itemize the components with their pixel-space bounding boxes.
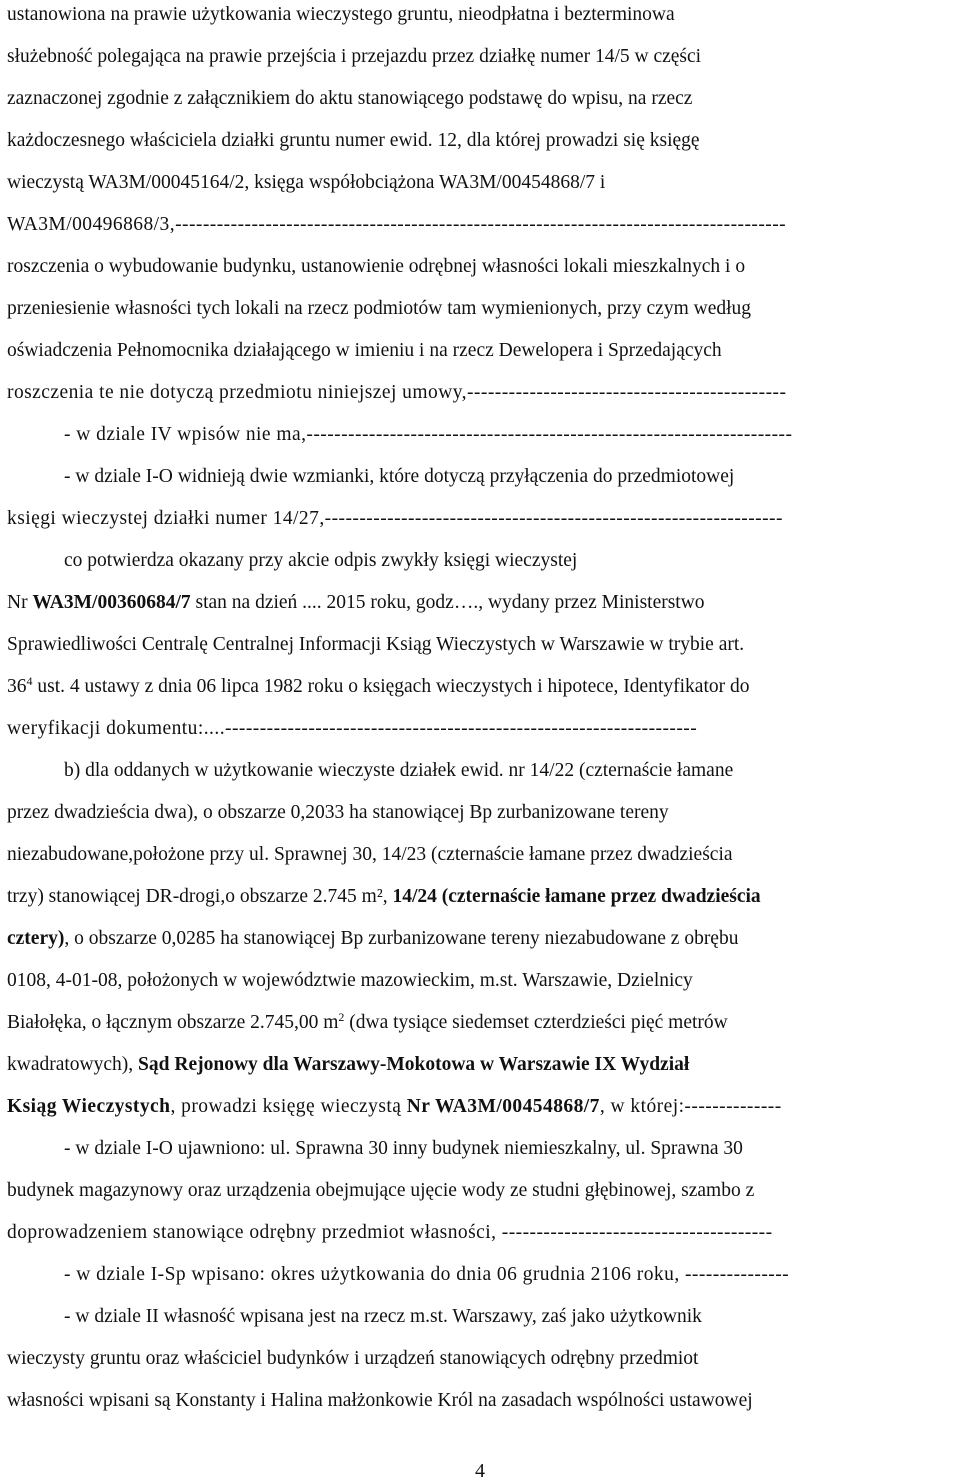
text-line: [7, 924, 955, 954]
text-run: , w której:--------------: [599, 1096, 782, 1117]
text-line: księgi wieczystej działki numer 14/27,------------------------------------------------------------------: [7, 508, 783, 529]
text-run: stan na dzień .... 2015 roku, godz…., wydany przez Ministerstwo: [190, 592, 705, 613]
bold-run: Ksiąg Wieczystych: [7, 1096, 171, 1117]
bold-run: WA3M/00360684/7: [32, 592, 191, 613]
text-run: 36: [7, 676, 27, 697]
text-line: [7, 1008, 955, 1038]
text-line: wieczysty gruntu oraz właściciel budynków i urządzeń stanowiących odrębny przedmiot: [7, 1348, 699, 1369]
bold-run: Sąd Rejonowy dla Warszawy-Mokotowa w Warszawie IX Wydział: [138, 1054, 690, 1075]
superscript: 4: [26, 674, 33, 688]
text-run: (dwa tysiące siedemset czterdzieści pięć metrów: [344, 1012, 728, 1033]
text-line: - w dziale I-O widnieją dwie wzmianki, które dotyczą przyłączenia do przedmiotowej: [64, 466, 735, 487]
text-line: służebność polegająca na prawie przejścia i przejazdu przez działkę numer 14/5 w części: [7, 46, 702, 67]
text-line: [7, 1092, 955, 1122]
text-line: przez dwadzieścia dwa), o obszarze 0,2033 ha stanowiącej Bp zurbanizowane tereny: [7, 802, 669, 823]
superscript: 2: [338, 1010, 345, 1024]
bold-run: cztery): [7, 928, 65, 949]
text-line: własności wpisani są Konstanty i Halina małżonkowie Król na zasadach wspólności ustawowej: [7, 1390, 753, 1411]
text-line: doprowadzeniem stanowiące odrębny przedmiot własności, ---------------------------------------: [7, 1222, 773, 1243]
text-line: zaznaczonej zgodnie z załącznikiem do aktu stanowiącego podstawę do wpisu, na rzecz: [7, 88, 693, 109]
text-line: Sprawiedliwości Centralę Centralnej Informacji Ksiąg Wieczystych w Warszawie w trybie art.: [7, 634, 745, 655]
text-line: roszczenia o wybudowanie budynku, ustanowienie odrębnej własności lokali mieszkalnych i o: [7, 256, 746, 277]
text-line: każdoczesnego właściciela działki gruntu numer ewid. 12, dla której prowadzi się księgę: [7, 130, 700, 151]
text-line: oświadczenia Pełnomocnika działającego w imieniu i na rzecz Dewelopera i Sprzedających: [7, 340, 722, 361]
text-line: - w dziale I-O ujawniono: ul. Sprawna 30 inny budynek niemieszkalny, ul. Sprawna 30: [64, 1138, 743, 1159]
text-run: trzy) stanowiącej DR-drogi,o obszarze 2.745 m²,: [7, 886, 393, 907]
text-run: Białołęka, o łącznym obszarze 2.745,00 m: [7, 1012, 339, 1033]
text-line: - w dziale I-Sp wpisano: okres użytkowania do dnia 06 grudnia 2106 roku, ---------------: [64, 1264, 790, 1285]
text-line: [7, 882, 955, 912]
text-run: Nr: [7, 592, 33, 613]
text-line: roszczenia te nie dotyczą przedmiotu niniejszej umowy,----------------------------------------------: [7, 382, 787, 403]
bold-run: Nr WA3M/00454868/7: [406, 1096, 600, 1117]
text-line: [7, 672, 955, 702]
text-line: wieczystą WA3M/00045164/2, księga współobciążona WA3M/00454868/7 i: [7, 172, 606, 193]
text-line: [7, 588, 955, 618]
text-line: - w dziale II własność wpisana jest na rzecz m.st. Warszawy, zaś jako użytkownik: [64, 1306, 702, 1327]
text-line: przeniesienie własności tych lokali na rzecz podmiotów tam wymienionych, przy czym według: [7, 298, 752, 319]
text-run: kwadratowych),: [7, 1054, 139, 1075]
text-line: ustanowiona na prawie użytkowania wieczystego gruntu, nieodpłatna i bezterminowa: [7, 4, 675, 25]
text-line: [7, 1050, 955, 1080]
text-run: , prowadzi księgę wieczystą: [170, 1096, 407, 1117]
text-line: 0108, 4-01-08, położonych w województwie mazowieckim, m.st. Warszawie, Dzielnicy: [7, 970, 693, 991]
text-line: b) dla oddanych w użytkowanie wieczyste działek ewid. nr 14/22 (czternaście łamane: [64, 760, 734, 781]
text-line: weryfikacji dokumentu:....--------------------------------------------------------------------: [7, 718, 698, 739]
text-line: co potwierdza okazany przy akcie odpis zwykły księgi wieczystej: [64, 550, 578, 571]
text-line: WA3M/00496868/3,----------------------------------------------------------------------------------------: [7, 214, 787, 235]
page-number: 4: [475, 1460, 485, 1482]
bold-run: 14/24 (czternaście łamane przez dwadzieścia: [392, 886, 761, 907]
text-run: ust. 4 ustawy z dnia 06 lipca 1982 roku o księgach wieczystych i hipotece, Identyfikator do: [32, 676, 750, 697]
text-run: , o obszarze 0,0285 ha stanowiącej Bp zurbanizowane tereny niezabudowane z obrębu: [64, 928, 739, 949]
text-line: niezabudowane,położone przy ul. Sprawnej 30, 14/23 (czternaście łamane przez dwadzieścia: [7, 844, 733, 865]
text-line: - w dziale IV wpisów nie ma,----------------------------------------------------------------------: [64, 424, 793, 445]
text-line: budynek magazynowy oraz urządzenia obejmujące ujęcie wody ze studni głębinowej, szambo z: [7, 1180, 755, 1201]
